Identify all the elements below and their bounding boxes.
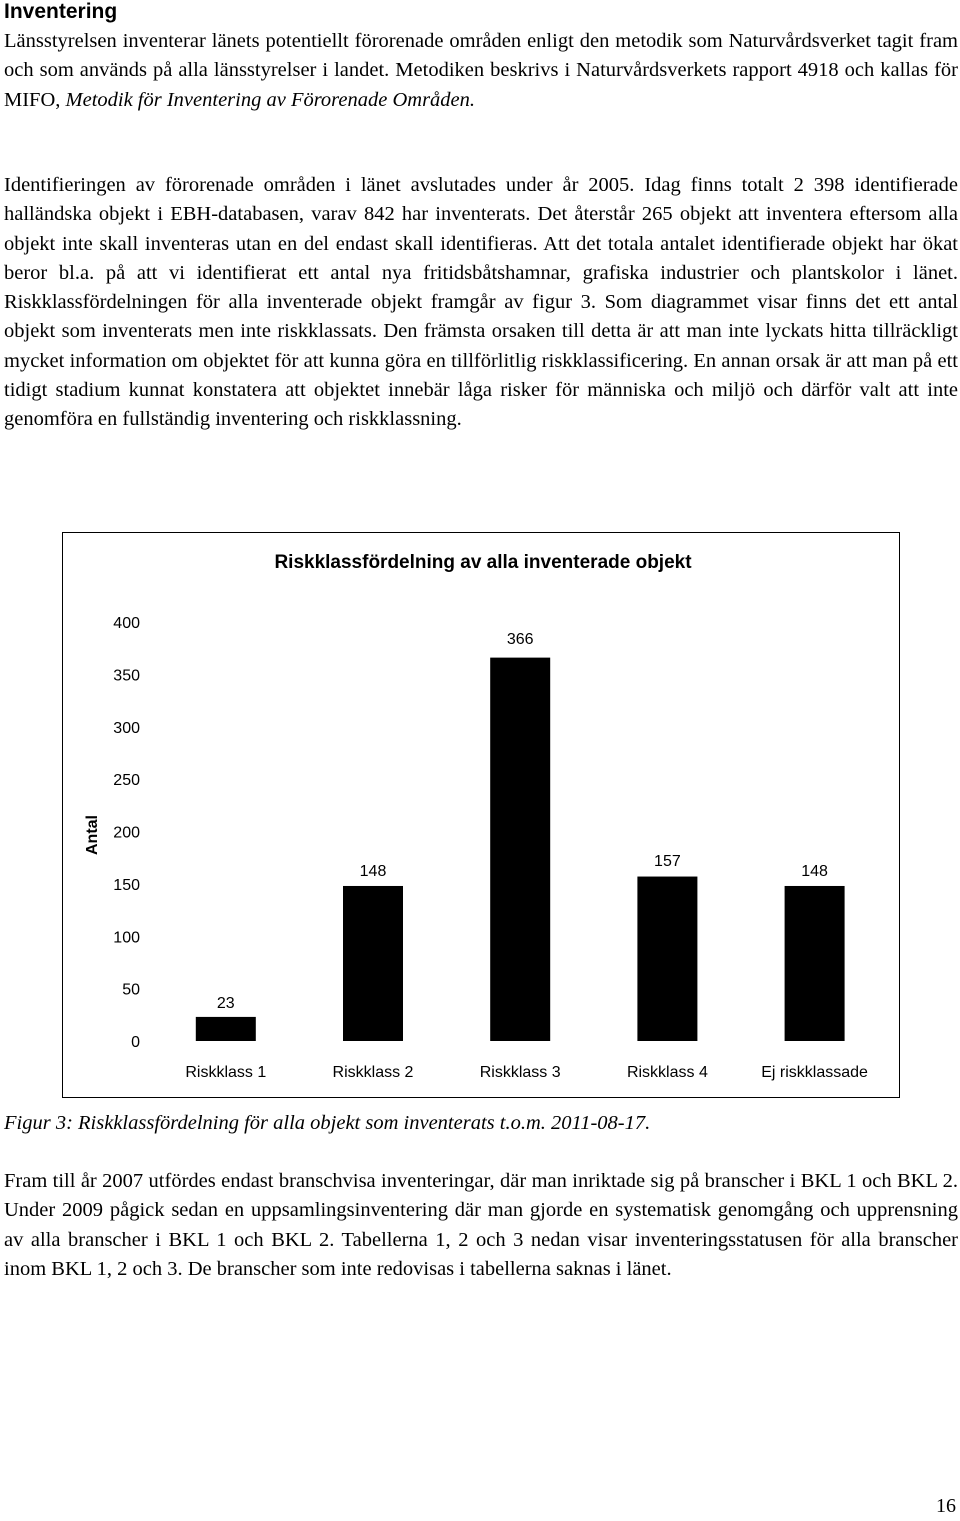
data-label: 148 (801, 863, 828, 880)
chart-frame (62, 532, 900, 1098)
y-tick-label: 400 (113, 615, 140, 632)
data-label: 23 (216, 995, 235, 1012)
bars (196, 658, 845, 1041)
y-tick-label: 250 (113, 772, 140, 790)
paragraph-mifo-text: Länsstyrelsen inventerar länets potentiellt förorenade områden enligt den metodik som Naturvårdsverket tagit fram och som används på alla länsstyrelser i landet. Metodiken beskrivs i Naturvårdsverkets rapport 4918 och kallas för MIFO, (4, 30, 958, 111)
figure-caption: Figur 3: Riskklassfördelning för alla objekt som inventerats t.o.m. 2011-08-17. (4, 1112, 651, 1134)
risk-class-bar-chart (63, 533, 899, 1097)
y-tick-label: 200 (113, 824, 140, 842)
y-tick-label: 350 (113, 667, 140, 685)
data-label: 148 (359, 863, 387, 880)
bar (785, 886, 845, 1041)
chart-title: Riskklassfördelning av alla inventerade objekt (274, 552, 692, 573)
x-tick-label: Riskklass 2 (332, 1064, 414, 1081)
bar (343, 886, 403, 1041)
paragraph-identification: Identifieringen av förorenade områden i länet avslutades under år 2005. Idag finns totalt 2 398 identifierade halländska objekt i EBH-databasen, varav 842 har inventerats. Det återstår 265 objekt att inventera eftersom alla objekt inte skall inventeras utan en del endast skall identifieras. Att det totala antalet identifierade objekt har ökat beror bl.a. på att vi identifierat ett antal nya fritidsbåtshamnar, grafiska industrier och plantskolor i länet. Riskklassfördelningen för alla inventerade objekt framgår av figur 3. Som diagrammet visar finns det ett antal objekt som inventerats men inte riskklassats. Den främsta orsaken till detta är att man inte lyckats hitta tillräckligt mycket information om objektet för att kunna göra en tillförlitlig riskklassificering. En annan orsak är att man på ett tidigt stadium kunnat konstatera att objektet innebär låga risker för människa och miljö och därför valt att inte genomföra en fullständig inventering och riskklassning. (4, 174, 958, 431)
paragraph-mifo-italic: Metodik för Inventering av Förorenade Områden. (65, 88, 476, 111)
y-tick-label: 300 (113, 719, 140, 737)
y-tick-label: 150 (113, 876, 140, 894)
bar (637, 877, 697, 1041)
x-tick-label: Riskklass 3 (479, 1064, 561, 1081)
x-tick-label: Riskklass 4 (626, 1064, 708, 1081)
y-tick-label: 0 (131, 1034, 140, 1051)
x-tick-label: Riskklass 1 (185, 1064, 267, 1081)
page-number: 16 (936, 1495, 956, 1517)
y-tick-label: 50 (122, 981, 140, 999)
data-label: 366 (506, 631, 534, 648)
bar (490, 658, 550, 1041)
y-axis-ticks (113, 615, 140, 1051)
paragraph-branch-inventory: Fram till år 2007 utfördes endast branschvisa inventeringar, där man inriktade sig på branscher i BKL 1 och BKL 2. Under 2009 pågick sedan en uppsamlingsinventering där man gjorde en systematisk genomgång och upprensning av alla branscher i BKL 1 och BKL 2. Tabellerna 1, 2 och 3 nedan visar inventeringsstatusen för alla branscher inom BKL 1, 2 och 3. De branscher som inte redovisas i tabellerna saknas i länet. (4, 1170, 958, 1280)
y-tick-label: 100 (113, 929, 140, 947)
bar (196, 1017, 256, 1041)
data-label: 157 (654, 853, 681, 870)
x-axis-labels (185, 1064, 868, 1081)
section-heading: Inventering (4, 0, 118, 23)
x-tick-label: Ej riskklassade (761, 1064, 868, 1081)
y-axis-label: Antal (84, 815, 101, 855)
paragraph-mifo (4, 27, 958, 115)
